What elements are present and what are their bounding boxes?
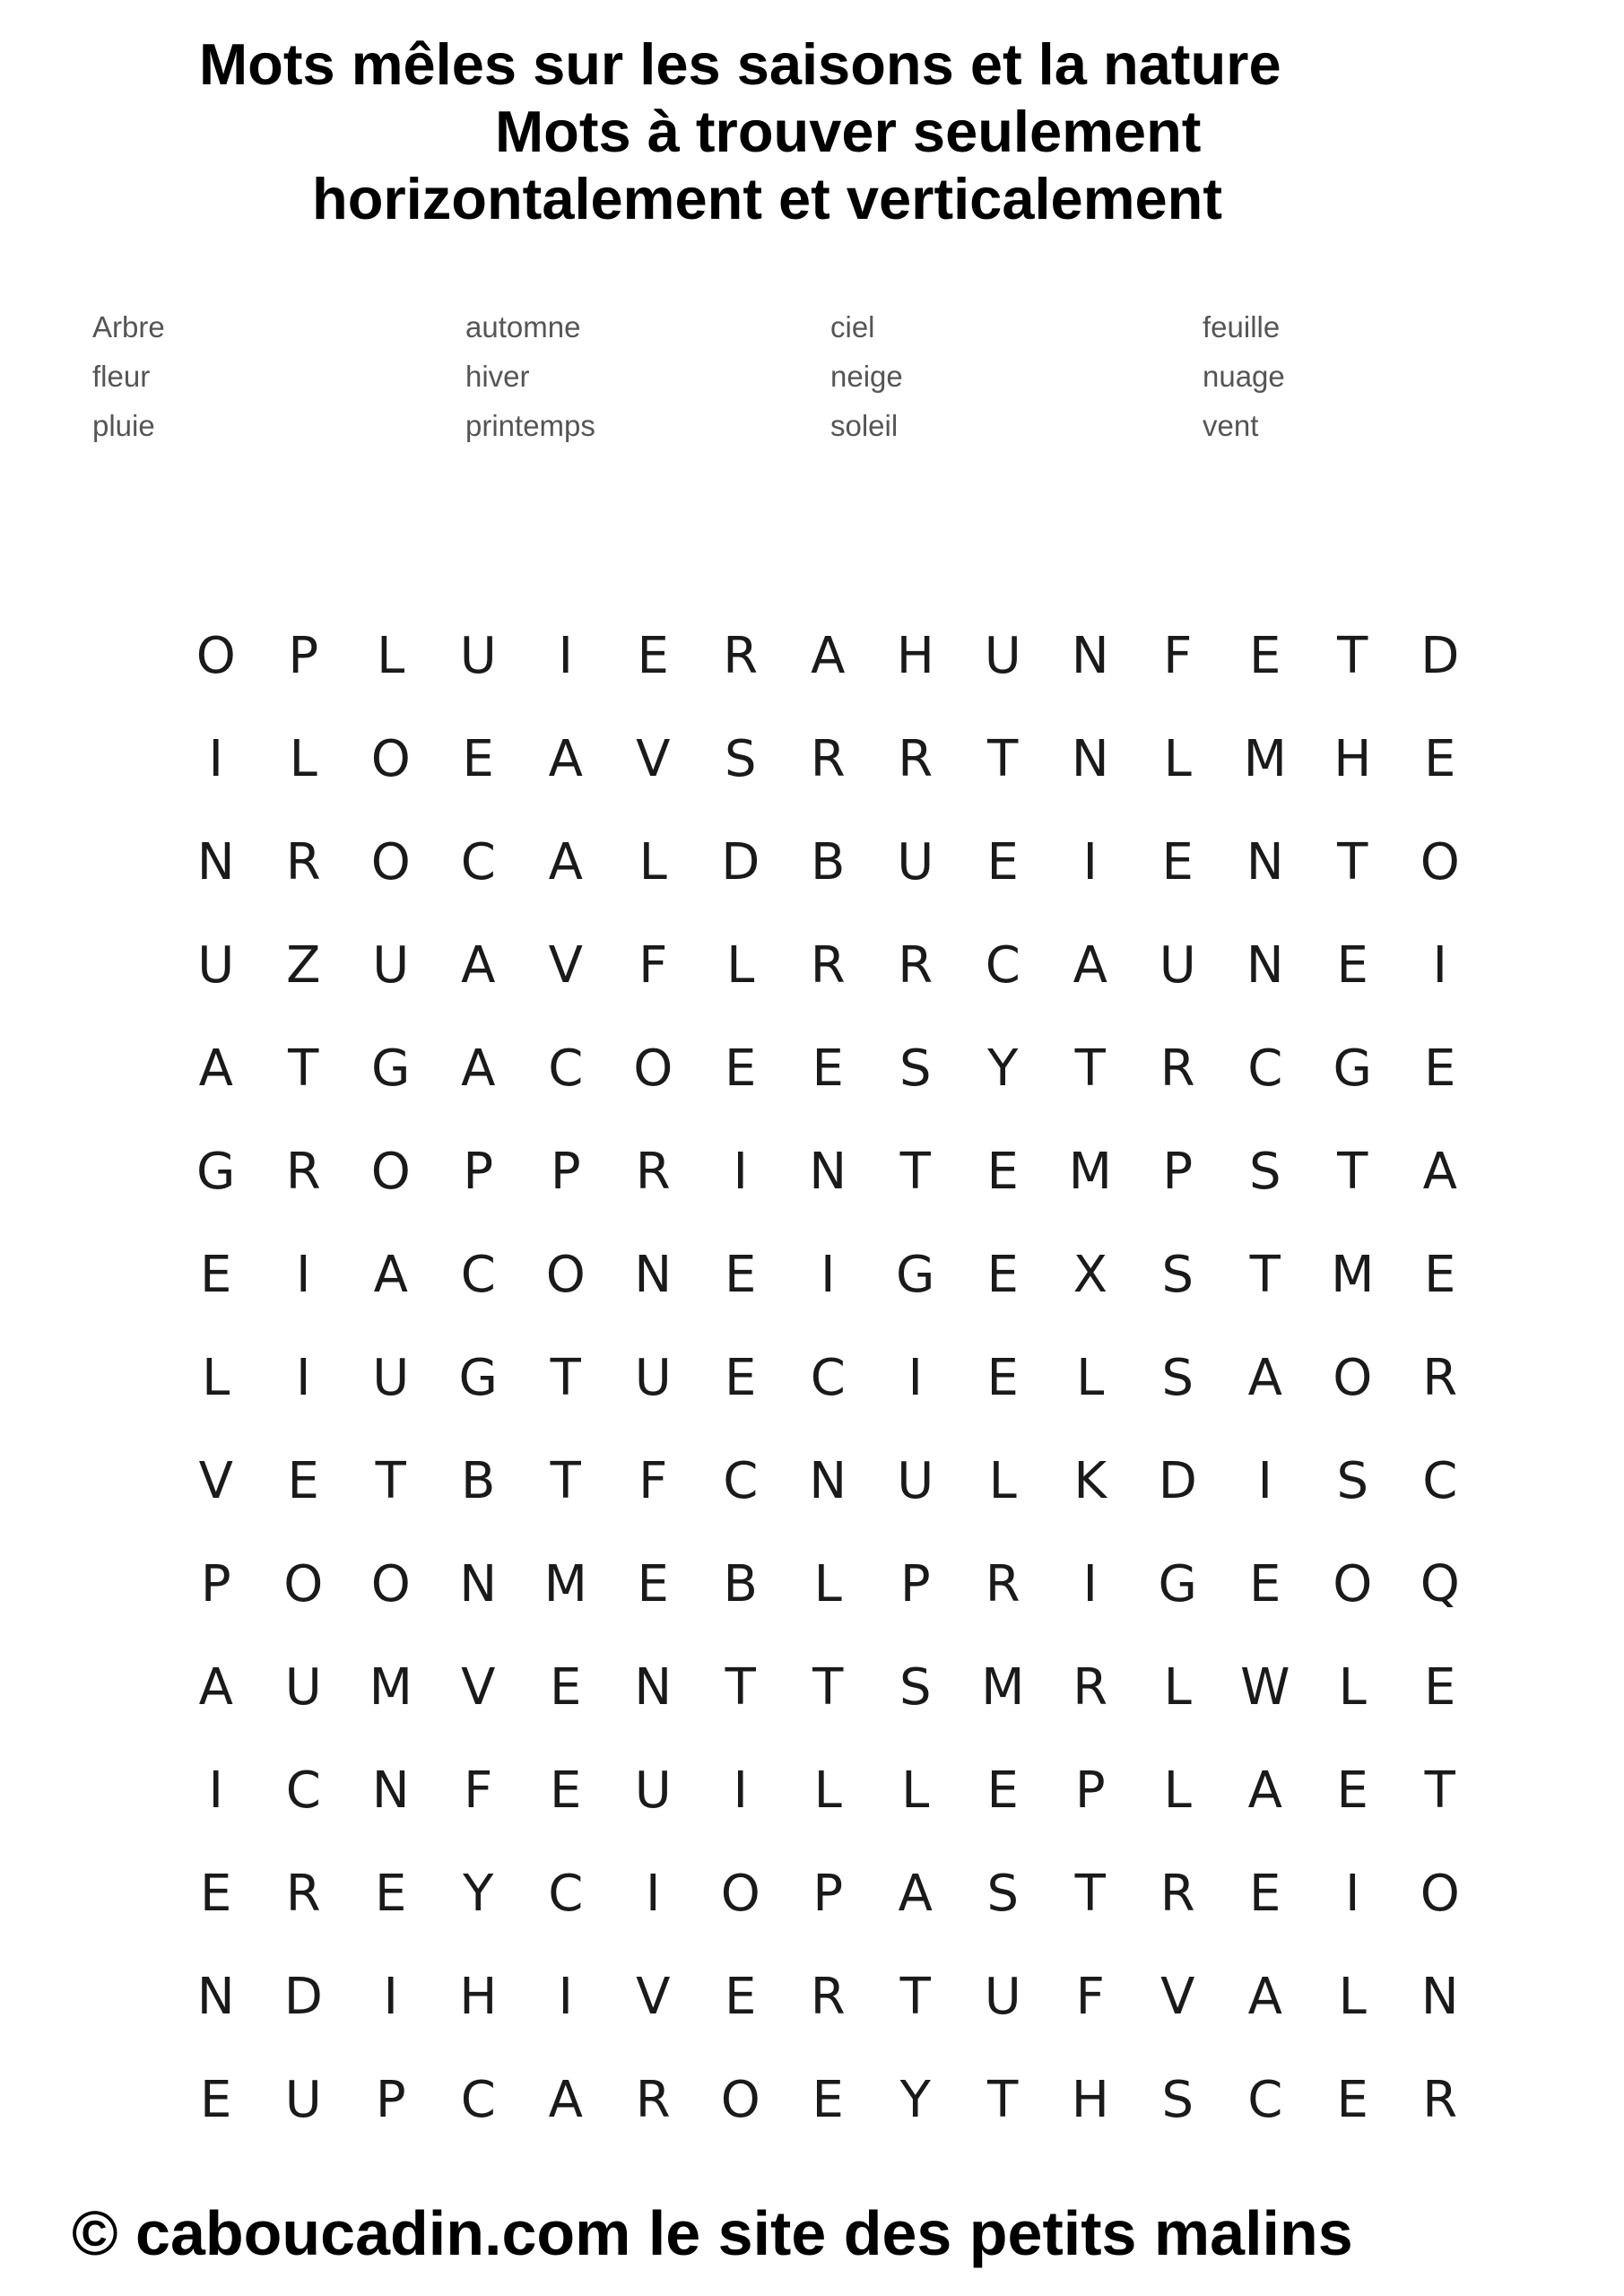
grid-letter: O — [370, 1143, 411, 1201]
grid-letter: H — [459, 1968, 498, 2026]
grid-letter: E — [287, 1452, 319, 1510]
grid-letter: O — [633, 1039, 673, 1098]
grid-letter: A — [1422, 1143, 1457, 1201]
grid-letter: U — [634, 1761, 672, 1820]
grid-letter: E — [986, 1143, 1019, 1201]
grid-letter: R — [810, 936, 846, 995]
grid-letter: E — [1161, 833, 1194, 891]
grid-letter: O — [1333, 1349, 1373, 1407]
grid-letter: F — [638, 936, 668, 995]
grid-letter: R — [285, 1143, 321, 1201]
grid-letter: P — [463, 1143, 494, 1201]
grid-letter: E — [1424, 730, 1456, 788]
grid-letter: H — [1071, 2071, 1109, 2129]
grid-letter: E — [1424, 1246, 1456, 1304]
grid-letter: I — [295, 1246, 311, 1304]
grid-letter: L — [1076, 1349, 1105, 1407]
grid-letter: T — [1074, 1865, 1106, 1923]
grid-letter: E — [1424, 1658, 1456, 1717]
grid-letter: M — [543, 1555, 587, 1613]
grid-letter: M — [369, 1658, 413, 1717]
grid-letter: L — [1338, 1968, 1367, 2026]
grid-letter: C — [460, 833, 496, 891]
grid-letter: A — [198, 1039, 233, 1098]
word-list-item: soleil — [830, 409, 899, 442]
grid-letter: E — [812, 2071, 844, 2129]
grid-letter: E — [986, 1761, 1019, 1820]
grid-letter: U — [897, 833, 934, 891]
grid-letter: T — [812, 1658, 844, 1717]
grid-letter: I — [1082, 1555, 1098, 1613]
grid-letter: C — [1247, 2071, 1283, 2129]
grid-letter: R — [985, 1555, 1020, 1613]
grid-letter: E — [200, 2071, 232, 2129]
grid-letter: T — [288, 1039, 319, 1098]
grid-letter: V — [461, 1658, 496, 1717]
letter-grid — [172, 619, 1484, 2166]
grid-letter: N — [809, 1143, 847, 1201]
grid-letter: T — [1337, 1143, 1368, 1201]
grid-letter: P — [200, 1555, 231, 1613]
word-list — [0, 0, 1624, 466]
grid-letter: N — [634, 1246, 673, 1304]
grid-letter: E — [1249, 627, 1281, 685]
grid-letter: S — [899, 1658, 932, 1717]
word-list-item: fleur — [92, 360, 151, 393]
grid-letter: M — [1243, 730, 1287, 788]
grid-letter: E — [550, 1761, 582, 1820]
grid-letter: O — [370, 833, 411, 891]
grid-letter: E — [725, 1246, 757, 1304]
grid-letter: A — [548, 2071, 583, 2129]
word-list-item: pluie — [92, 409, 155, 442]
word-list-item: vent — [1203, 409, 1259, 442]
grid-letter: U — [984, 1968, 1021, 2026]
grid-letter: N — [809, 1452, 847, 1510]
grid-letter: L — [988, 1452, 1017, 1510]
grid-letter: V — [548, 936, 583, 995]
grid-letter: P — [550, 1143, 581, 1201]
word-list-item: Arbre — [92, 310, 165, 344]
grid-letter: E — [986, 1349, 1019, 1407]
grid-letter: P — [1162, 1143, 1194, 1201]
grid-letter: N — [459, 1555, 498, 1613]
grid-letter: C — [1422, 1452, 1458, 1510]
grid-letter: O — [720, 1865, 760, 1923]
grid-letter: V — [636, 730, 671, 788]
grid-letter: R — [1422, 2071, 1458, 2129]
grid-letter: G — [1158, 1555, 1197, 1613]
grid-letter: F — [638, 1452, 668, 1510]
grid-letter: D — [1420, 627, 1460, 685]
grid-letter: E — [812, 1039, 844, 1098]
grid-letter: T — [1249, 1246, 1281, 1304]
grid-letter: O — [720, 2071, 760, 2129]
grid-letter: C — [1247, 1039, 1283, 1098]
grid-letter: S — [724, 730, 757, 788]
grid-letter: T — [1074, 1039, 1106, 1098]
grid-letter: O — [1420, 1865, 1460, 1923]
word-list-item: ciel — [830, 310, 875, 344]
grid-letter: R — [1159, 1039, 1195, 1098]
grid-letter: T — [1424, 1761, 1455, 1820]
grid-letter: O — [195, 627, 236, 685]
grid-letter: A — [461, 936, 496, 995]
grid-letter: U — [197, 936, 235, 995]
grid-letter: R — [1159, 1865, 1195, 1923]
grid-letter: N — [371, 1761, 410, 1820]
grid-letter: E — [1249, 1865, 1281, 1923]
grid-letter: E — [200, 1246, 232, 1304]
grid-letter: D — [1158, 1452, 1197, 1510]
grid-letter: C — [460, 1246, 496, 1304]
grid-letter: E — [986, 833, 1019, 891]
grid-letter: E — [637, 627, 669, 685]
grid-letter: S — [899, 1039, 932, 1098]
grid-letter: S — [986, 1865, 1020, 1923]
word-list-item: automne — [465, 310, 581, 344]
grid-letter: D — [721, 833, 760, 891]
grid-letter: L — [1338, 1658, 1367, 1717]
grid-letter: O — [545, 1246, 586, 1304]
word-list-item: nuage — [1203, 360, 1285, 393]
grid-letter: C — [548, 1865, 584, 1923]
grid-letter: U — [897, 1452, 934, 1510]
grid-letter: U — [284, 2071, 322, 2129]
grid-letter: Y — [463, 1865, 494, 1923]
grid-letter: V — [1160, 1968, 1195, 2026]
grid-letter: A — [1247, 1761, 1282, 1820]
grid-letter: T — [550, 1349, 581, 1407]
grid-letter: P — [899, 1555, 931, 1613]
grid-letter: N — [1246, 936, 1284, 995]
grid-letter: T — [1337, 833, 1368, 891]
grid-letter: L — [638, 833, 667, 891]
grid-letter: C — [985, 936, 1020, 995]
grid-letter: T — [375, 1452, 406, 1510]
grid-letter: T — [899, 1968, 931, 2026]
grid-letter: U — [1159, 936, 1196, 995]
grid-letter: N — [196, 1968, 235, 2026]
grid-letter: C — [810, 1349, 846, 1407]
grid-letter: L — [901, 1761, 930, 1820]
grid-letter: U — [372, 1349, 410, 1407]
grid-letter: H — [1333, 730, 1372, 788]
grid-letter: O — [1333, 1555, 1373, 1613]
grid-letter: R — [635, 2071, 671, 2129]
page-title-line-2: Mots à trouver seulement — [495, 99, 1202, 164]
grid-letter: G — [896, 1246, 935, 1304]
grid-letter: A — [1247, 1968, 1282, 2026]
grid-letter: P — [812, 1865, 844, 1923]
grid-letter: M — [1331, 1246, 1375, 1304]
grid-letter: I — [558, 627, 573, 685]
grid-letter: E — [462, 730, 494, 788]
grid-letter: E — [725, 1968, 757, 2026]
grid-letter: O — [370, 1555, 411, 1613]
grid-letter: R — [1073, 1658, 1108, 1717]
grid-letter: R — [285, 833, 321, 891]
grid-letter: U — [984, 627, 1021, 685]
page-title-line-1: Mots mêles sur les saisons et la nature — [199, 31, 1281, 97]
grid-letter: R — [898, 730, 934, 788]
grid-letter: Y — [899, 2071, 931, 2129]
grid-letter: R — [898, 936, 934, 995]
word-list-item: feuille — [1203, 310, 1281, 344]
grid-letter: C — [723, 1452, 759, 1510]
grid-letter: N — [634, 1658, 673, 1717]
grid-letter: C — [285, 1761, 321, 1820]
grid-letter: N — [196, 833, 235, 891]
grid-letter: I — [908, 1349, 923, 1407]
grid-letter: I — [295, 1349, 311, 1407]
grid-letter: L — [1163, 1658, 1192, 1717]
grid-letter: K — [1073, 1452, 1107, 1510]
grid-letter: G — [458, 1349, 498, 1407]
word-list-item: printemps — [465, 409, 595, 442]
grid-letter: S — [1336, 1452, 1369, 1510]
grid-letter: G — [371, 1039, 411, 1098]
grid-letter: E — [1424, 1039, 1456, 1098]
grid-letter: C — [460, 2071, 496, 2129]
grid-letter: T — [899, 1143, 931, 1201]
grid-letter: E — [725, 1039, 757, 1098]
grid-letter: E — [1336, 1761, 1368, 1820]
grid-letter: L — [289, 730, 317, 788]
grid-letter: I — [1432, 936, 1447, 995]
grid-letter: G — [1333, 1039, 1372, 1098]
grid-letter: F — [1163, 627, 1193, 685]
grid-letter: I — [645, 1865, 661, 1923]
grid-letter: R — [635, 1143, 671, 1201]
grid-letter: D — [283, 1968, 323, 2026]
grid-letter: T — [987, 2071, 1019, 2129]
grid-letter: L — [1163, 1761, 1192, 1820]
grid-letter: R — [1422, 1349, 1458, 1407]
word-list-item: hiver — [465, 360, 530, 393]
copyright-footer: © caboucadin.com le site des petits malins — [72, 2198, 1353, 2268]
grid-letter: Y — [987, 1039, 1019, 1098]
grid-letter: E — [1336, 936, 1368, 995]
grid-letter: S — [1161, 1349, 1194, 1407]
grid-letter: P — [288, 627, 319, 685]
grid-letter: A — [898, 1865, 933, 1923]
grid-letter: P — [375, 2071, 406, 2129]
grid-letter: O — [1420, 833, 1460, 891]
grid-letter: A — [198, 1658, 233, 1717]
grid-letter: V — [198, 1452, 233, 1510]
grid-letter: I — [208, 1761, 223, 1820]
grid-letter: F — [1075, 1968, 1105, 2026]
grid-letter: I — [1344, 1865, 1360, 1923]
grid-letter: L — [202, 1349, 230, 1407]
grid-letter: H — [896, 627, 934, 685]
grid-letter: E — [986, 1246, 1019, 1304]
grid-letter: I — [383, 1968, 398, 2026]
grid-letter: A — [548, 833, 583, 891]
grid-letter: O — [370, 730, 411, 788]
grid-letter: E — [550, 1658, 582, 1717]
grid-letter: A — [1247, 1349, 1282, 1407]
grid-letter: E — [725, 1349, 757, 1407]
grid-letter: U — [284, 1658, 322, 1717]
grid-letter: E — [375, 1865, 407, 1923]
grid-letter: B — [461, 1452, 496, 1510]
grid-letter: E — [1336, 2071, 1368, 2129]
grid-letter: N — [1246, 833, 1284, 891]
grid-letter: T — [987, 730, 1019, 788]
grid-letter: L — [1163, 730, 1192, 788]
grid-letter: N — [1420, 1968, 1459, 2026]
grid-letter: A — [461, 1039, 496, 1098]
grid-letter: R — [810, 1968, 846, 2026]
grid-letter: I — [820, 1246, 836, 1304]
grid-letter: O — [283, 1555, 324, 1613]
grid-letter: L — [813, 1761, 842, 1820]
grid-letter: B — [811, 833, 846, 891]
grid-letter: G — [196, 1143, 236, 1201]
grid-letter: W — [1240, 1658, 1290, 1717]
grid-letter: V — [636, 1968, 671, 2026]
grid-letter: T — [550, 1452, 581, 1510]
grid-letter: E — [637, 1555, 669, 1613]
grid-letter: A — [1073, 936, 1107, 995]
grid-letter: U — [634, 1349, 672, 1407]
word-list-item: neige — [830, 360, 903, 393]
grid-letter: R — [810, 730, 846, 788]
grid-letter: M — [981, 1658, 1025, 1717]
grid-letter: E — [1249, 1555, 1281, 1613]
grid-letter: F — [464, 1761, 493, 1820]
grid-letter: L — [726, 936, 755, 995]
grid-letter: P — [1074, 1761, 1106, 1820]
grid-letter: I — [558, 1968, 573, 2026]
grid-letter: I — [1257, 1452, 1272, 1510]
grid-letter: U — [459, 627, 497, 685]
page-title-line-3: horizontalement et verticalement — [312, 166, 1222, 231]
grid-letter: R — [285, 1865, 321, 1923]
grid-letter: S — [1161, 2071, 1194, 2129]
grid-letter: A — [373, 1246, 408, 1304]
grid-letter: E — [200, 1865, 232, 1923]
grid-letter: U — [372, 936, 410, 995]
grid-letter: N — [1071, 730, 1109, 788]
grid-letter: T — [725, 1658, 756, 1717]
grid-letter: B — [723, 1555, 758, 1613]
grid-letter: M — [1068, 1143, 1112, 1201]
grid-letter: Q — [1420, 1555, 1460, 1613]
grid-letter: L — [377, 627, 405, 685]
grid-letter: A — [811, 627, 846, 685]
grid-letter: T — [1337, 627, 1368, 685]
grid-letter: S — [1248, 1143, 1281, 1201]
grid-letter: I — [733, 1143, 748, 1201]
grid-letter: R — [723, 627, 759, 685]
grid-letter: I — [208, 730, 223, 788]
grid-letter: N — [1071, 627, 1109, 685]
grid-letter: X — [1073, 1246, 1107, 1304]
grid-letter: A — [548, 730, 583, 788]
grid-letter: L — [813, 1555, 842, 1613]
grid-letter: I — [733, 1761, 748, 1820]
grid-letter: I — [1082, 833, 1098, 891]
grid-letter: C — [548, 1039, 584, 1098]
grid-letter: Z — [286, 936, 321, 995]
grid-letter: S — [1161, 1246, 1194, 1304]
